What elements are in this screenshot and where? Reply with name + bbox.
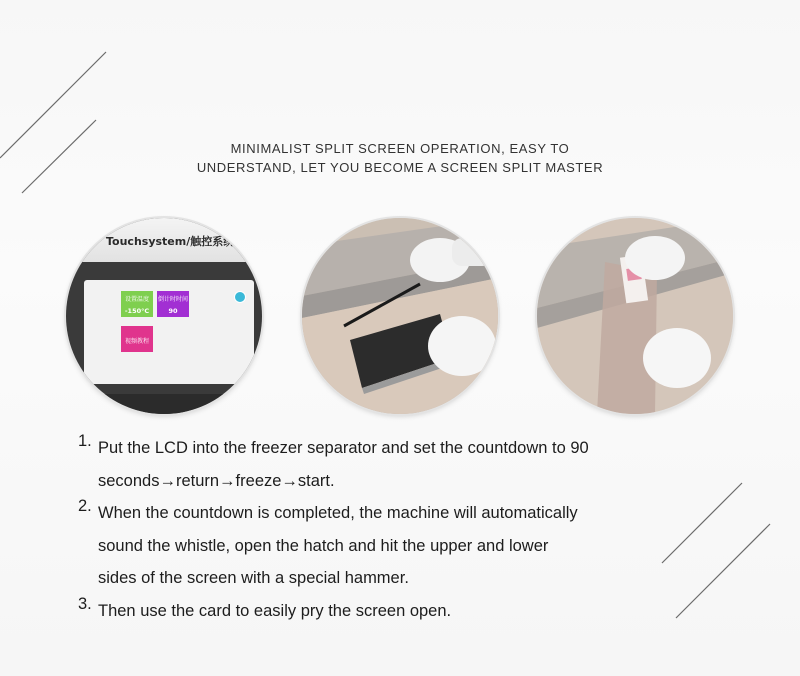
tile-video-tutorial: [121, 326, 153, 352]
photo-pry-with-card: [537, 218, 733, 414]
step-number: 3.: [78, 594, 92, 613]
settings-icon: [234, 291, 246, 303]
tile-time-value: 90: [168, 307, 178, 315]
step-2-line-3: sides of the screen with a special hammer.: [98, 569, 409, 587]
deco-line: [676, 524, 770, 618]
step-number: 2.: [78, 497, 92, 515]
step-2-line-2: sound the whistle, open the hatch and hit the upper and lower: [98, 536, 549, 555]
glove-bottom: [643, 328, 711, 388]
tile-countdown-time: [157, 291, 189, 317]
glove-top: [625, 236, 685, 280]
heading-line-1: MINIMALIST SPLIT SCREEN OPERATION, EASY TO: [230, 141, 570, 156]
step-2-line-1: When the countdown is completed, the machine will automatically: [98, 504, 578, 522]
instruction-steps: [78, 432, 678, 627]
step-2: [78, 497, 678, 595]
step-1-line-1: Put the LCD into the freezer separator and set the countdown to 90: [98, 439, 589, 457]
device-screen: [84, 280, 254, 384]
heading-line-2: UNDERSTAND, LET YOU BECOME A SCREEN SPLIT MASTER: [196, 160, 604, 175]
tile-temp-label: 设置温度: [124, 296, 149, 303]
device-top-panel: [66, 218, 262, 262]
section-heading: [150, 139, 650, 177]
freezer-tray-illustration: [302, 218, 498, 414]
tile-time-label: 倒计时时间: [157, 296, 188, 303]
photo-touch-screen: [66, 218, 262, 414]
step-1-line-2: seconds→return→freeze→start.: [98, 471, 335, 490]
step-number: 1.: [78, 432, 92, 450]
tile-temp-value: -150°C: [124, 307, 150, 315]
deco-line: [0, 52, 106, 158]
device-brand-label: Touchsystem/触控系统: [106, 235, 235, 248]
step-3-line-1: Then use the card to easily pry the screen open.: [98, 601, 452, 620]
step-3: [78, 595, 678, 628]
pry-card-illustration: [537, 218, 733, 414]
step-1: [78, 432, 678, 497]
deco-line: [22, 120, 96, 193]
tile-video-label: 视频教程: [124, 338, 149, 345]
tile-set-temperature: [121, 291, 153, 317]
photo-freezer-tray: [302, 218, 498, 414]
